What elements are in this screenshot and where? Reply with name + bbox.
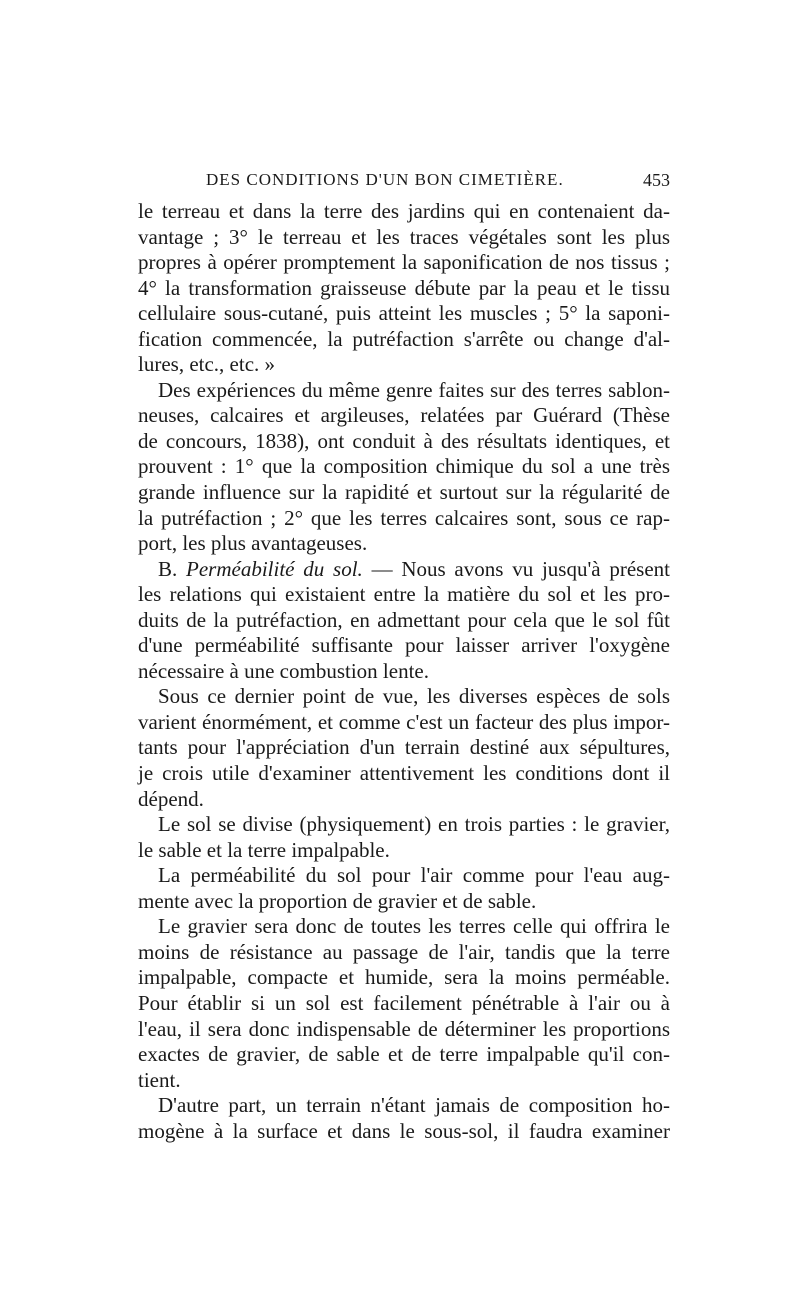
- text-line: varient énormément, et comme c'est un facteur des plus impor-: [138, 709, 670, 734]
- text-line: moins de résistance au passage de l'air, tandis que la terre: [138, 939, 670, 964]
- section-text: — Nous avons vu jusqu'à présent: [362, 556, 670, 581]
- paragraph-first-line: La perméabilité du sol pour l'air comme pour l'eau aug-: [158, 863, 670, 888]
- text-line: Pour établir si un sol est facilement pénétrable à l'air ou à: [138, 990, 670, 1015]
- text-line: d'une perméabilité suffisante pour laisser arriver l'oxygène: [138, 633, 670, 658]
- text-line: tient.: [138, 1067, 181, 1092]
- section-heading-line: [138, 557, 670, 583]
- text-line: vantage ; 3° le terreau et les traces végétales sont les plus: [138, 224, 670, 249]
- text-line: mente avec la proportion de gravier et de sable.: [138, 888, 537, 913]
- text-line: exactes de gravier, de sable et de terre impalpable qu'il con-: [138, 1042, 670, 1067]
- text-line: 4° la transformation graisseuse débute par la peau et le tissu: [138, 275, 670, 300]
- text-line: lures, etc., etc. »: [138, 352, 276, 377]
- section-label: B.: [158, 556, 187, 581]
- text-line: je crois utile d'examiner attentivement les conditions dont il: [138, 761, 670, 786]
- text-line: cellulaire sous-cutané, puis atteint les muscles ; 5° la saponi-: [138, 301, 670, 326]
- text-line: le sable et la terre impalpable.: [138, 837, 390, 862]
- text-line: la putréfaction ; 2° que les terres calcaires sont, sous ce rap-: [138, 505, 670, 530]
- text-line: duits de la putréfaction, en admettant pour cela que le sol fût: [138, 607, 670, 632]
- page-number: 453: [643, 170, 670, 190]
- text-line: port, les plus avantageuses.: [138, 531, 368, 556]
- paragraph-first-line: D'autre part, un terrain n'étant jamais de composition ho-: [158, 1093, 670, 1118]
- text-line: les relations qui existaient entre la matière du sol et les pro-: [138, 582, 670, 607]
- text-line: grande influence sur la rapidité et surtout sur la régularité de: [138, 480, 670, 505]
- text-line: impalpable, compacte et humide, sera la moins perméable.: [138, 965, 670, 990]
- text-line: de concours, 1838), ont conduit à des résultats identiques, et: [138, 428, 670, 453]
- paragraph-first-line: Le sol se divise (physiquement) en trois parties : le gravier,: [158, 812, 670, 837]
- text-line: le terreau et dans la terre des jardins qui en contenaient da-: [138, 199, 670, 223]
- running-title: DES CONDITIONS D'UN BON CIMETIÈRE.: [206, 170, 564, 189]
- text-line: prouvent : 1° que la composition chimique du sol a une très: [138, 454, 670, 479]
- text-line: tants pour l'appréciation d'un terrain destiné aux sépultures,: [138, 735, 670, 760]
- section-title: Perméabilité du sol.: [186, 556, 363, 581]
- text-line: neuses, calcaires et argileuses, relatées par Guérard (Thèse: [138, 403, 670, 428]
- text-line: fication commencée, la putréfaction s'arrête ou change d'al-: [138, 326, 670, 351]
- body-text: [138, 199, 670, 1144]
- text-line: propres à opérer promptement la saponification de nos tissus ;: [138, 250, 670, 275]
- paragraph-first-line: Le gravier sera donc de toutes les terres celle qui offrira le: [158, 914, 670, 939]
- text-line: nécessaire à une combustion lente.: [138, 658, 429, 683]
- text-line: mogène à la surface et dans le sous-sol, il faudra examiner: [138, 1118, 670, 1143]
- running-head: [138, 170, 670, 200]
- paragraph-first-line: Sous ce dernier point de vue, les diverses espèces de sols: [158, 684, 670, 709]
- text-line: dépend.: [138, 786, 204, 811]
- paragraph-first-line: Des expériences du même genre faites sur des terres sablon-: [158, 377, 670, 402]
- text-line: l'eau, il sera donc indispensable de déterminer les proportions: [138, 1016, 670, 1041]
